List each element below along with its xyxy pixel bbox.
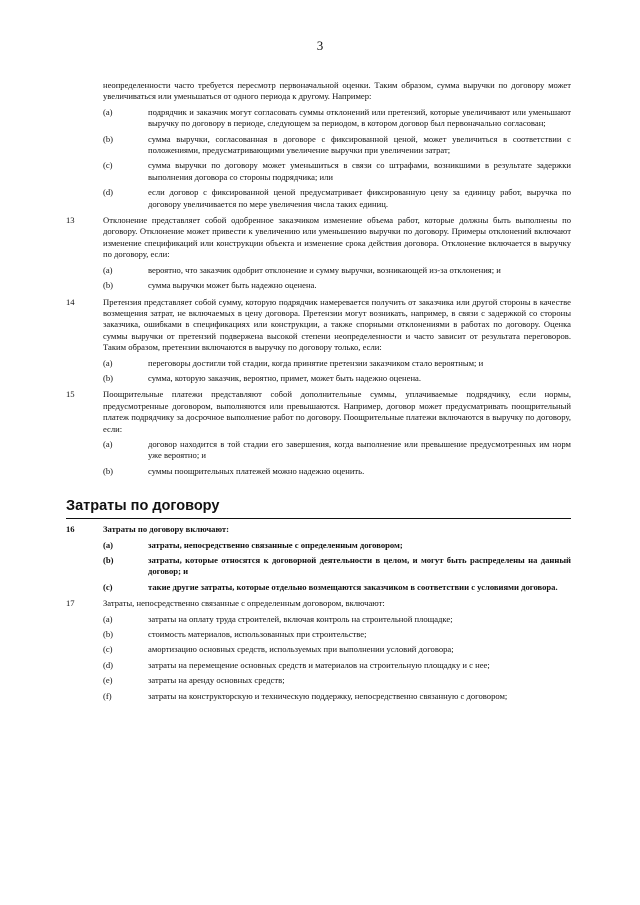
item-label: (d): [103, 659, 114, 670]
list-item: [103, 439, 571, 462]
item-text: затраты на аренду основных средств;: [148, 675, 285, 686]
paragraph-16: [66, 524, 571, 593]
intro-list: [66, 107, 571, 210]
item-label: (c): [103, 160, 113, 171]
list-item: [103, 555, 571, 578]
item-text: такие другие затраты, которые отдельно возмещаются заказчиком в соответствии с условиями договора.: [148, 581, 558, 592]
paragraph-text: Затраты, непосредственно связанные с определенным договором, включают:: [103, 598, 385, 609]
list-item: [103, 644, 571, 655]
item-label: (a): [103, 106, 113, 117]
list-item: [103, 582, 571, 593]
paragraph-text: Претензия представляет собой сумму, которую подрядчик намеревается получить от заказчика или другой стороны в качестве возмещения затрат, не включаемых в цену договора. Претензии могут возникать, например, в связи с задержкой со стороны заказчика, ошибками в спецификациях или конструкции, а также спорными отклонениями в работах по договору. Оценка суммы выручки от претензий подвержена высокой степени неопределенности и часто зависит от результата переговоров. Таким образом, претензии включаются в выручку по договору только, если:: [103, 296, 571, 353]
item-label: (c): [103, 581, 113, 592]
item-text: сумма выручки, согласованная в договоре с фиксированной ценой, может увеличиться в соответствии с положениями, предусматривающими увеличение выручки при увеличении затрат;: [148, 133, 571, 156]
paragraph-13: [66, 215, 571, 291]
list-item: [103, 540, 571, 551]
paragraph-14: [66, 297, 571, 385]
paragraph-number: 15: [66, 389, 75, 400]
list-item: [103, 466, 571, 477]
item-text: если договор с фиксированной ценой предусматривает фиксированную цену за единицу работ, выручка по договору увеличивается по мере увеличения числа таких единиц.: [148, 187, 571, 209]
item-label: (a): [103, 613, 113, 624]
list-item: [103, 691, 571, 702]
item-label: (b): [103, 133, 114, 144]
section-heading: Затраты по договору: [66, 497, 571, 519]
list-item: [103, 265, 571, 276]
item-text: сумма, которую заказчик, вероятно, примет, может быть надежно оценена.: [148, 372, 422, 383]
list-item: [103, 187, 571, 210]
list-item: [103, 675, 571, 686]
list-item: [103, 134, 571, 157]
item-label: (e): [103, 675, 113, 686]
item-text: сумма выручки по договору может уменьшиться в связи со штрафами, возникшими в результате задержки выполнения договора со стороны подрядчика; или: [148, 160, 571, 182]
item-text: затраты, которые относятся к договорной деятельности в целом, и могут быть распределены на данный договор; и: [148, 555, 571, 577]
intro-text: неопределенности часто требуется пересмотр первоначальной оценки. Таким образом, сумма выручки по договору может увеличиваться или уменьшаться от одного периода к другому. Например:: [103, 80, 571, 102]
paragraph-text: Затраты по договору включают:: [103, 524, 230, 535]
paragraph-15: [66, 389, 571, 477]
item-text: подрядчик и заказчик могут согласовать суммы отклонений или претензий, которые увеличивают или уменьшают выручку по договору в периоде, следующем за периодом, в котором договор был первоначально согласован;: [148, 106, 571, 129]
item-label: (c): [103, 644, 113, 655]
list-item: [103, 160, 571, 183]
item-text: затраты на конструкторскую и техническую поддержку, непосредственно связанную с договором;: [148, 690, 508, 701]
item-label: (a): [103, 264, 113, 275]
item-label: (b): [103, 555, 114, 565]
list-item: [103, 629, 571, 640]
list-item: [103, 358, 571, 369]
item-label: (a): [103, 357, 113, 368]
paragraph-17: [66, 598, 571, 702]
list-item: [103, 660, 571, 671]
item-label: (a): [103, 539, 114, 550]
item-label: (a): [103, 438, 113, 449]
paragraph-number: 17: [66, 598, 75, 609]
list-item: [103, 107, 571, 130]
list-item: [103, 373, 571, 384]
document-body: [66, 80, 571, 702]
item-label: (b): [103, 372, 114, 383]
item-text: договор находится в той стадии его завершения, когда выполнение или превышение предусмотренных им норм уже вероятно; и: [148, 438, 571, 461]
item-text: стоимость материалов, использованных при строительстве;: [148, 629, 367, 640]
list-item: [103, 614, 571, 625]
item-text: переговоры достигли той стадии, когда принятие претензии заказчиком стало вероятным; и: [148, 357, 484, 368]
paragraph-text: Отклонение представляет собой одобренное заказчиком изменение объема работ, которые должны быть выполнены по договору. Отклонение может привести к увеличению или уменьшению выручки по договору. Примеры отклонений включают изменение спецификаций или конструкции объекта и изменение срока действия договора. Отклонение включается в выручку по договору, если:: [103, 215, 571, 260]
item-label: (f): [103, 690, 112, 701]
item-label: (b): [103, 465, 114, 476]
paragraph-number: 16: [66, 524, 75, 535]
item-text: затраты на перемещение основных средств и материалов на строительную площадку и с нее;: [148, 659, 490, 670]
item-text: сумма выручки может быть надежно оценена.: [148, 280, 317, 291]
paragraph-number: 14: [66, 296, 75, 307]
list-item: [103, 280, 571, 291]
page-number: 3: [316, 38, 324, 53]
item-text: вероятно, что заказчик одобрит отклонение и сумму выручки, возникающей из-за отклонения; и: [148, 264, 501, 275]
item-label: (b): [103, 280, 114, 291]
item-text: суммы поощрительных платежей можно надежно оценить.: [148, 465, 365, 476]
item-label: (d): [103, 187, 114, 198]
paragraph-text: Поощрительные платежи представляют собой дополнительные суммы, уплачиваемые подрядчику, если нормы, предусмотренные договором, выполняются или превышаются. Например, договор может предусматривать поощрительный платеж подрядчику за досрочное выполнение работ по договору. Поощрительные платежи включаются в выручку по договору, если:: [103, 389, 571, 434]
item-label: (b): [103, 629, 114, 640]
paragraph-number: 13: [66, 215, 75, 226]
item-text: затраты на оплату труда строителей, включая контроль на строительной площадке;: [148, 613, 453, 624]
item-text: затраты, непосредственно связанные с определенным договором;: [148, 539, 403, 550]
item-text: амортизацию основных средств, используемых при выполнении условий договора;: [148, 644, 454, 655]
